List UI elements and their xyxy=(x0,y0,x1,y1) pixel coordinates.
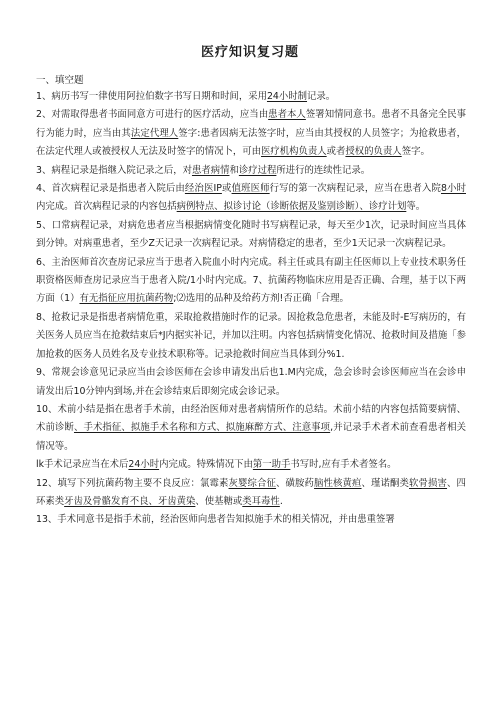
answer-blank: 医疗机构负责人 xyxy=(261,146,327,158)
answer-blank: 软骨损害 xyxy=(409,477,448,489)
answer-blank: 患者本人 xyxy=(268,109,306,121)
question-item: 3、病程记录是指继入院记录之后，对患者病情和诊疗过程所进行的连续性记录。 xyxy=(36,164,371,176)
answer-blank: 诊疗过程 xyxy=(238,164,277,176)
answer-blank: 24小时制 xyxy=(266,91,308,102)
answer-blank: 患者病情 xyxy=(191,164,230,176)
question-item: 6、主治医师首次查房记录应当于患者入院血小时内完成。科主任或具有副主任医师以上专业技术职务任职资格医师查房记录应当于患者入院/1小时内完成。7、抗菌药物临床应用是否正确、合理，基于以下两方面（1）有无指征应用抗菌药物;⑵选用的品种及给药方剂!否正确「合理。 xyxy=(36,256,466,305)
answer-blank: 脑性核黄疸 xyxy=(314,477,362,489)
question-item: 9、常规会诊意见记录应当由会诊医师在会诊申请发出后也1.M内完成，急会诊时会诊医师应当在会诊申请发出后10分钟内到场,并在会诊结束后即刻完成会诊记录。 xyxy=(36,367,466,397)
answer-blank: 24小时 xyxy=(128,459,160,471)
answer-blank: 8小时 xyxy=(440,183,466,195)
question-item: 12、填写下列抗菌药物主要不良反应：氯霉素灰婴综合征、磺胺药脑性核黄疸、瑾诺酮类软骨损害、四环素类牙齿及骨骼发育不良、牙齿黄染、使基糖或类耳毒性. xyxy=(36,477,466,507)
answer-blank: 有无指征应用抗菌药物 xyxy=(79,293,174,305)
question-item: 2、对需取得患者书面同意方可进行的医疗活动，应当由患者本人签署知情同意书。患者不具备完全民事行为能力时，应当由其法定代理人签字:患者因病无法签字时，应当由其授权的人员签字；为抢救患者，在法定代理人或被授权人无法及时签字的情况卜，可由医疗机构负责人或者授权的负责人签字。 xyxy=(36,109,466,158)
question-item: 13、手术同意书是指手术前，经治医师向患者告知拟施手术的相关情况，并由患重签署 xyxy=(36,514,395,526)
question-item: 1、病历书写一律使用阿拉伯数字书写日期和时间，采用24小时制记录。 xyxy=(36,91,336,102)
answer-blank: 授权的负责人 xyxy=(345,146,402,158)
answer-blank: 病例特点、拟诊讨论（诊断依据及鉴别诊断）、诊疗计划 xyxy=(176,201,407,213)
answer-blank: 灰婴综合征 xyxy=(228,477,277,489)
answer-blank: 值班医师 xyxy=(231,183,270,195)
answer-blank: 、手术指征、拟施手术名称和方式、拟施麻醉方式、注意事项 xyxy=(73,422,331,434)
question-item: 4、首次病程记录是指患者入院后由经治医IP或值班医师行写的第一次病程记录，应当在患者入院8小时内完成。首次病程记录的内容包括病例特点、拟诊讨论（诊断依据及鉴别诊断）、诊疗计划等。 xyxy=(36,183,466,213)
question-item: 5、口常病程记录，对病危患者应当根据病情变化随时书写病程记录，每天至少1次，记录时间应当具体到分钟。对病重患者，至少Z天记录一次病程记录。对病情稳定的患者，至少1天记录一次病程记录。 xyxy=(36,219,466,250)
answer-blank: 牙齿及骨骼发育不良、牙齿黄染 xyxy=(64,495,196,507)
question-item: 8、抢救记录是指患者病情危重，采取抢救措施时作的记录。因抢救急危患者，未能及时-E写病历的，有关医务人员应当在抢救结束后*J内据实补记，并加以注明。内容包括病情变化情况、抢救时间及措施「参加抢救的医务人员姓名及专业技术职称等。记录抢救时间应当具体到分%1. xyxy=(36,311,466,360)
question-list xyxy=(36,88,466,530)
question-item: 10、术前小结是指在患者手术前，由经治医师对患者病情所作的总结。术前小结的内容包括简要病情、术前诊断、手术指征、拟施手术名称和方式、拟施麻醉方式、注意事项,并记录手术者术前查看患者相关情况等。 xyxy=(36,403,466,452)
answer-blank: 经治医IP xyxy=(184,183,222,195)
answer-blank: 类耳毒性 xyxy=(242,495,280,507)
document-title: 医疗知识复习题 xyxy=(200,45,299,60)
answer-blank: 第一助手 xyxy=(252,459,291,471)
question-item: lk手术记录应当在术后24小时内完成。特殊情况下由第一助手书写时,应有手术者签名。 xyxy=(36,459,397,471)
section-heading: 一、填空题 xyxy=(36,75,84,86)
answer-blank: 法定代理人 xyxy=(130,127,179,139)
